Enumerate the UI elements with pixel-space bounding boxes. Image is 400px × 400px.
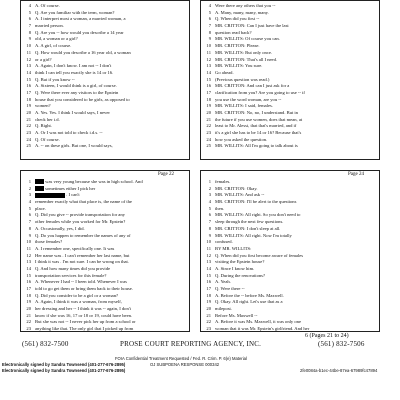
line-text: how you asked the question. (215, 136, 268, 142)
transcript-line (201, 3, 379, 10)
transcript-line (201, 123, 379, 130)
transcript-line (201, 299, 379, 306)
line-number: 4 (28, 3, 31, 8)
transcript-line (21, 10, 189, 17)
transcript-line (21, 137, 189, 144)
transcript-line (21, 293, 189, 300)
line-number: 21 (26, 312, 31, 318)
line-number: 1 (208, 179, 211, 184)
line-text: check her i.d. (35, 116, 60, 122)
transcript-line (21, 239, 189, 246)
transcript-line (21, 299, 189, 306)
transcript-line (21, 286, 189, 293)
transcript-line (201, 192, 379, 199)
transcript-line (21, 326, 189, 332)
transcript-line (21, 97, 189, 104)
line-text: visiting the Epstein house? (215, 259, 265, 265)
line-text: A. I interpret most a woman, a married woman, a (35, 16, 126, 22)
transcript-line (21, 130, 189, 137)
line-text: married person. (35, 23, 64, 29)
line-number: 20 (26, 110, 31, 115)
transcript-page-top-right (200, 0, 380, 160)
line-text: MR. CRITTON: Okay. (215, 185, 258, 191)
line-text: Before Ms. Maxwell -- (215, 312, 258, 318)
line-number: 20 (206, 110, 211, 115)
transcript-page-bottom-left (20, 170, 190, 332)
transcript-line (201, 186, 379, 193)
line-number: 22 (26, 123, 31, 129)
line-text: transportation services for this female? (35, 272, 107, 278)
line-number: 15 (206, 76, 211, 82)
line-text: MR. WILLITS: All right. So you don't need to (215, 212, 301, 218)
pages-range: 6 (Pages 21 to 24) (305, 333, 349, 339)
line-text: question read back? (215, 29, 252, 35)
line-text: MR. WILLITS: Of course you can. (215, 36, 280, 42)
line-text: Q. When did you first become aware of females (215, 252, 304, 258)
transcript-line (201, 50, 379, 57)
line-text-content: was very young because she was in high school. And (44, 179, 143, 184)
line-number: 3 (208, 192, 211, 198)
line-number: 6 (28, 16, 31, 22)
line-text: Q. Do you happen to remember the names of any of (35, 232, 131, 238)
line-text: MR. CRITTON: I'll be alert to the questions (215, 199, 297, 205)
redaction-block (35, 193, 65, 198)
transcript-line (21, 103, 189, 110)
transcript-line (201, 239, 379, 246)
transcript-line (201, 110, 379, 117)
line-text: A. Again, I don't know. I am not -- I don't (35, 63, 112, 69)
line-text: Q. And how many times did you provide (35, 265, 111, 271)
line-text: A. Since I know him. (215, 265, 255, 271)
line-text: Q. When did you first -- (215, 16, 260, 22)
line-number: 16 (26, 83, 31, 89)
signed-stamp-1: Electronically signed by Sandra Townsend (401-277-676-2895) (2, 362, 126, 367)
transcript-line (201, 23, 379, 30)
transcript-line (201, 226, 379, 233)
line-number: 10 (206, 239, 211, 245)
line-list (201, 3, 379, 150)
transcript-line (201, 90, 379, 97)
transcript-line (21, 70, 189, 77)
transcript-line (201, 199, 379, 206)
transcript-line (21, 110, 189, 117)
page-label: Page 24 (348, 172, 364, 177)
redaction-block (35, 186, 44, 191)
transcript-line (201, 279, 379, 286)
line-number: 9 (208, 232, 211, 238)
line-number: 7 (208, 219, 211, 225)
transcript-line (21, 23, 189, 30)
line-number: 5 (208, 9, 211, 15)
transcript-line (201, 286, 379, 293)
line-number: 3 (28, 192, 31, 198)
line-text (35, 179, 187, 186)
line-number: 13 (206, 63, 211, 69)
line-text: old, a woman or a girl? (35, 36, 78, 42)
line-number: 12 (26, 252, 31, 258)
transcript-line (201, 179, 379, 186)
transcript-line (21, 212, 189, 219)
line-number: 13 (26, 63, 31, 69)
line-number: 13 (26, 259, 31, 265)
transcript-line (201, 83, 379, 90)
line-number: 10 (26, 239, 31, 245)
line-number: 8 (208, 225, 211, 231)
page-label: Page 22 (158, 172, 174, 177)
transcript-line (201, 117, 379, 124)
line-number: 16 (26, 279, 31, 285)
line-number: 8 (28, 225, 31, 231)
line-number: 14 (206, 69, 211, 75)
transcript-line (21, 3, 189, 10)
line-text: anything like that. The only girl that I picked up from (35, 326, 134, 332)
line-number: 17 (26, 89, 31, 95)
line-text: other females while you worked for Mr. Epstein? (35, 219, 126, 225)
transcript-line (21, 259, 189, 266)
line-text: her dressing and her -- I think it was -- again, I don't (35, 306, 131, 312)
transcript-line (201, 130, 379, 137)
line-text: Q. Okay. All right. Let's use that as a (215, 299, 283, 305)
line-number: 23 (206, 130, 211, 136)
line-number: 11 (206, 49, 211, 55)
line-text-content: sometimes either I pick her (44, 185, 96, 191)
transcript-line (201, 246, 379, 253)
line-text: A. -- on these girls. But one, I would says, (35, 143, 113, 149)
line-number: 22 (206, 319, 211, 325)
line-number: 22 (206, 123, 211, 129)
transcript-line (21, 306, 189, 313)
line-text: A. Many, many, many, many. (215, 9, 269, 15)
transcript-line (201, 219, 379, 226)
line-text: MR. WILLITS: And ask -- (215, 192, 265, 198)
transcript-line (201, 253, 379, 260)
transcript-line (21, 226, 189, 233)
line-text: MR. WILLITS: All right. Now I'm totally (215, 232, 292, 238)
line-text: MR. CRITTON: And can I just ask for a (215, 83, 290, 89)
line-text: those females? (35, 239, 63, 245)
line-number: 23 (206, 326, 211, 332)
line-number: 11 (206, 245, 211, 251)
line-text: women? (35, 103, 51, 109)
line-text: MR. CRITTON: Please. (215, 43, 260, 49)
line-text: MR. CRITTON: Can I just have the last (215, 23, 289, 29)
line-text: But she was not -- I never pick her up from a school or (35, 319, 136, 325)
transcript-line (201, 326, 379, 332)
line-text: know if she was 16, 17 or 18 or 19, could have been. (35, 312, 133, 318)
line-text: place. (35, 205, 46, 211)
line-text: Q. Are you familiar with the term, woman? (35, 9, 115, 15)
line-number: 18 (206, 292, 211, 298)
line-number: 1 (28, 179, 31, 184)
line-number: 22 (26, 319, 31, 325)
line-number: 9 (208, 36, 211, 42)
line-number: 7 (208, 23, 211, 29)
line-text: Q. Are you -- how would you describe a 14 year (35, 29, 124, 35)
line-text: then. (215, 205, 225, 211)
line-number: 14 (26, 69, 31, 75)
line-text: A. Before the -- before Ms. Maxwell. (215, 292, 284, 298)
line-text: A. A girl, of course. (35, 43, 72, 49)
line-number: 25 (206, 143, 211, 149)
line-text-content: . I can't (65, 192, 80, 198)
transcript-line (201, 63, 379, 70)
transcript-line (21, 117, 189, 124)
line-text: milepost. (215, 306, 232, 312)
line-text: it's a girl she has to be 14 or 16? Because that's (215, 130, 302, 136)
line-text: Q. Of course. (35, 136, 60, 142)
line-number: 15 (26, 272, 31, 278)
line-number: 20 (26, 306, 31, 312)
line-number: 14 (206, 265, 211, 271)
transcript-line (201, 57, 379, 64)
transcript-line (21, 36, 189, 43)
line-text: Q. Right. (35, 123, 52, 129)
line-number: 18 (26, 292, 31, 298)
line-text: MR. CRITTON: I don't sleep at all. (215, 225, 281, 231)
line-text: MR. WILLITS: But only once. (215, 49, 273, 55)
transcript-line (21, 83, 189, 90)
line-text: confused. (215, 239, 233, 245)
line-text: Q. During the renovations? (215, 272, 266, 278)
transcript-line (201, 293, 379, 300)
line-text: Q. Were there ever any visitors to the Epstein (35, 89, 119, 95)
line-number: 13 (206, 259, 211, 265)
line-number: 21 (206, 116, 211, 122)
transcript-line (201, 103, 379, 110)
line-number: 15 (26, 76, 31, 82)
transcript-line (21, 186, 189, 193)
transcript-line (21, 219, 189, 226)
line-text: Go ahead. (215, 69, 234, 75)
transcript-line (201, 212, 379, 219)
line-text: A. Occasionally, yes, I did. (35, 225, 85, 231)
line-number: 16 (206, 279, 211, 285)
line-number: 11 (26, 49, 31, 55)
transcript-line (21, 266, 189, 273)
line-text: I think it was . I'm not sure. I can be wrong on that. (35, 259, 129, 265)
transcript-line (21, 279, 189, 286)
transcript-line (21, 246, 189, 253)
line-text: the future if you use women, does that mean, at (215, 116, 303, 122)
confidential-notice: FOIA Confidential Treatment Requested / Fed. R. Crim. P. 6(e) Material (115, 356, 247, 361)
transcript-line (21, 30, 189, 37)
line-number: 17 (206, 89, 211, 95)
line-text: woman that it was Mr. Epstein's girlfriend. And her (215, 326, 310, 332)
line-number: 4 (28, 199, 31, 205)
phone-left: (561) 832-7500 (22, 340, 69, 348)
line-text: Q. How would you describe a 16 year old, a woman (35, 49, 131, 55)
transcript-line (201, 273, 379, 280)
transcript-line (21, 123, 189, 130)
transcript-line (21, 206, 189, 213)
transcript-line (201, 143, 379, 150)
transcript-line (21, 57, 189, 64)
line-text: BY MR. WILLITS: (215, 245, 252, 251)
transcript-line (201, 43, 379, 50)
transcript-line (21, 43, 189, 50)
line-number: 6 (208, 16, 211, 22)
line-number: 21 (26, 116, 31, 122)
line-number: 19 (26, 299, 31, 305)
line-text: A. Yeah. (215, 279, 231, 285)
transcript-line (21, 179, 189, 186)
line-number: 19 (206, 103, 211, 109)
line-text: told to go get them or bring them back to their house. (35, 286, 133, 291)
transcript-line (21, 16, 189, 23)
line-list (21, 179, 189, 332)
line-number: 17 (206, 286, 211, 291)
line-number: 4 (208, 199, 211, 205)
line-text: Q. Did you consider to be a girl or a woman? (35, 292, 119, 298)
line-number: 8 (28, 29, 31, 35)
line-number: 8 (208, 29, 211, 35)
transcript-line (21, 319, 189, 326)
transcript-line (21, 77, 189, 84)
transcript-page-bottom-right (200, 170, 380, 332)
line-text: you use the word woman, are you -- (215, 96, 282, 102)
line-text: females. (215, 179, 231, 184)
line-number: 21 (206, 312, 211, 318)
line-number: 7 (28, 219, 31, 225)
line-number: 5 (208, 205, 211, 211)
line-text: MR. WILLITS: All I'm going to talk about is (215, 143, 298, 149)
line-text: remember exactly what that place is, the name of the (35, 199, 132, 205)
transcript-page-top-left (20, 0, 190, 160)
line-text: MR. WILLITS: I said, females. (215, 103, 273, 109)
line-text: house that you considered to be girls, as opposed to (35, 96, 130, 102)
line-text: A. I remember one, specifically one. It was (35, 245, 115, 251)
line-number: 23 (26, 326, 31, 332)
transcript-line (201, 259, 379, 266)
line-number: 14 (26, 265, 31, 271)
redaction-block (35, 179, 44, 184)
transcript-line (21, 199, 189, 206)
line-number: 6 (28, 212, 31, 218)
line-text: A. Before it was Ms. Maxwell, it was only one (215, 319, 301, 325)
line-text: A. Of course. (35, 3, 60, 8)
line-text: A. Whenever I had -- I been told. Whenever I was (35, 279, 127, 285)
line-text: (Previous question was read.) (215, 76, 270, 82)
line-number: 11 (26, 245, 31, 251)
transcript-line (21, 233, 189, 240)
transcript-line (21, 313, 189, 320)
line-number: 5 (28, 9, 31, 15)
line-number: 6 (208, 212, 211, 218)
line-list (201, 179, 379, 332)
transcript-line (201, 137, 379, 144)
line-text: Q. But if you know -- (35, 76, 75, 82)
line-text: clarification from you? Are you going to use -- if (215, 89, 305, 95)
line-text: MR. WILLITS: You sure. (215, 63, 263, 69)
line-number: 2 (208, 185, 211, 191)
line-text: Q. Were there -- (215, 286, 245, 291)
line-text: A. Yes. Yes. I think I would says, I never (35, 110, 110, 115)
line-text (35, 186, 187, 193)
transcript-line (201, 233, 379, 240)
transcript-line (201, 77, 379, 84)
signed-stamp-2: Electronically signed by Sandra Townsend (401-277-676-2895) (2, 368, 126, 373)
transcript-line (201, 313, 379, 320)
subpoena-number: OJ SUBPOENA RESPONSE 000342 (150, 362, 220, 367)
line-number: 19 (206, 299, 211, 305)
line-number: 12 (206, 252, 211, 258)
line-text: think I can tell you exactly she is 14 or 16. (35, 69, 114, 75)
line-number: 25 (26, 143, 31, 149)
transcript-line (21, 63, 189, 70)
line-number: 18 (26, 96, 31, 102)
transcript-line (201, 30, 379, 37)
line-text (35, 192, 187, 199)
line-number: 23 (26, 130, 31, 136)
line-number: 9 (28, 36, 31, 42)
transcript-line (21, 253, 189, 260)
line-text: least to Mr. Alessi, that that's married, and if (215, 123, 297, 129)
line-number: 5 (28, 205, 31, 211)
line-text: A. Sixteen, I would think is a girl, of course. (35, 83, 117, 89)
line-number: 24 (26, 136, 31, 142)
line-number: 24 (206, 136, 211, 142)
line-list (21, 3, 189, 150)
line-text: Her name was . I can't remember her last name, but (35, 252, 130, 258)
transcript-line (201, 319, 379, 326)
line-number: 10 (206, 43, 211, 49)
document-hash: 2fe0084a-b1ec-44be-87ea-67989fc47894 (300, 368, 378, 373)
line-number: 10 (26, 43, 31, 49)
line-text: Were there any others that you -- (215, 3, 276, 8)
line-number: 19 (26, 103, 31, 109)
transcript-line (201, 97, 379, 104)
transcript-line (201, 10, 379, 17)
line-text: Q. Did you give -- provide transportation for any (35, 212, 125, 218)
line-number: 4 (208, 3, 211, 8)
line-number: 15 (206, 272, 211, 278)
line-number: 17 (26, 286, 31, 291)
line-text: A. Or I was not told to check i.d.s. -- (35, 130, 103, 136)
transcript-line (201, 266, 379, 273)
line-number: 9 (28, 232, 31, 238)
line-number: 2 (28, 185, 31, 191)
phone-right: (561) 832-7506 (318, 340, 365, 348)
transcript-line (201, 206, 379, 213)
transcript-line (201, 36, 379, 43)
line-text: or a girl? (35, 56, 52, 62)
line-number: 20 (206, 306, 211, 312)
line-text: MR. CRITTON: That's all I need. (215, 56, 278, 62)
line-text: sleep through the next few questions. (215, 219, 284, 225)
transcript-line (201, 16, 379, 23)
line-text: A. Again, I think it was a woman, from myself, (35, 299, 122, 305)
transcript-line (21, 192, 189, 199)
transcript-line (21, 90, 189, 97)
line-number: 12 (206, 56, 211, 62)
agency-name: PROSE COURT REPORTING AGENCY, INC. (120, 340, 262, 348)
transcript-line (21, 143, 189, 150)
line-text: MR. CRITTON: No, no, I understand. But in (215, 110, 298, 115)
transcript-line (201, 306, 379, 313)
transcript-line (201, 70, 379, 77)
transcript-line (21, 273, 189, 280)
line-number: 16 (206, 83, 211, 89)
line-number: 12 (26, 56, 31, 62)
line-number: 7 (28, 23, 31, 29)
line-number: 18 (206, 96, 211, 102)
transcript-line (21, 50, 189, 57)
